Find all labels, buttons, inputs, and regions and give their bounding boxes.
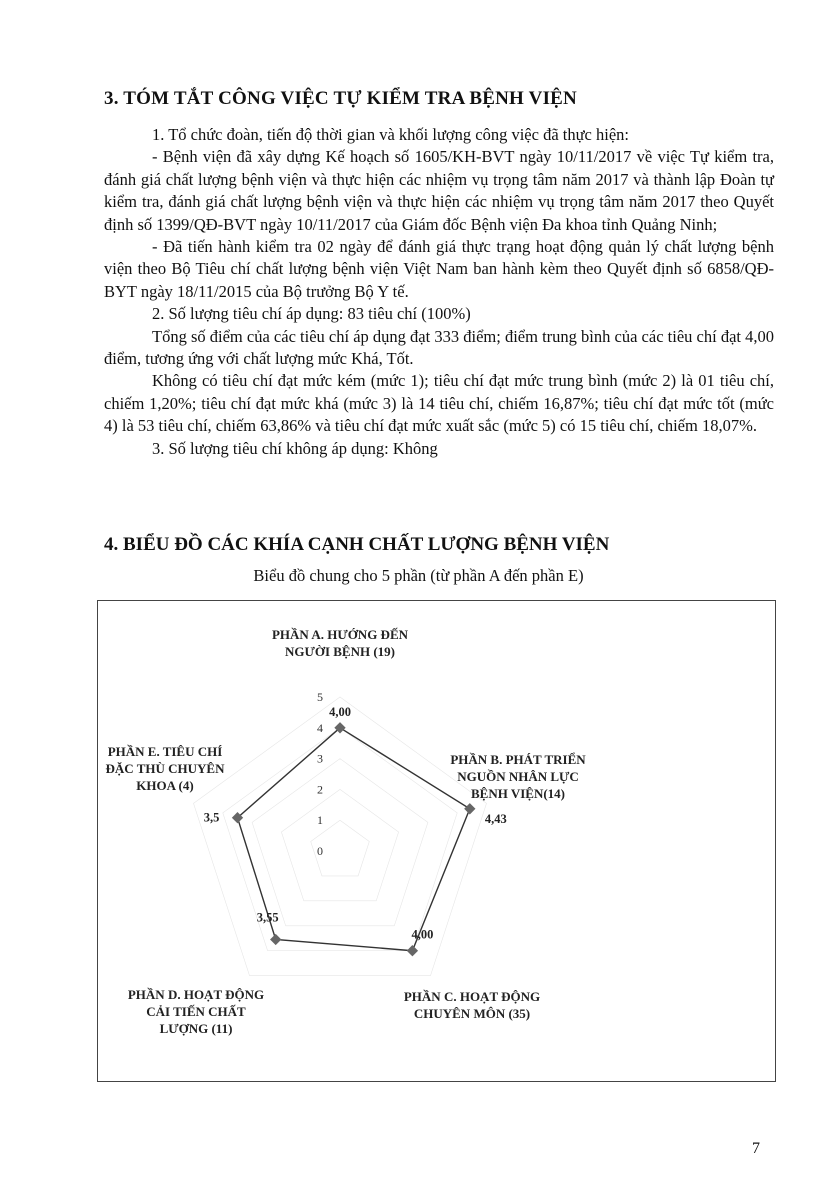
axis-label-line: ĐẶC THÙ CHUYÊN	[105, 761, 225, 776]
axis-label-2	[404, 989, 540, 1021]
axis-label-line: PHẦN C. HOẠT ĐỘNG	[403, 989, 541, 1004]
radar-chart-frame	[97, 600, 776, 1082]
paragraph-5: Tổng số điểm của các tiêu chí áp dụng đạt 333 điểm; điểm trung bình của các tiêu chí đạt 4,00 điểm, tương ứng với chất lượng mức Khá, Tốt.	[104, 326, 774, 369]
axis-label-4	[106, 744, 226, 793]
axis-label-line: BỆNH VIỆN(14)	[470, 786, 566, 801]
axis-label-line: PHẦN D. HOẠT ĐỘNG	[127, 987, 265, 1002]
axis-label-3	[128, 987, 264, 1036]
axis-label-line: PHẦN B. PHÁT TRIỂN	[450, 752, 586, 767]
tick-label: 2	[317, 782, 323, 797]
axis-label-line: PHẦN E. TIÊU CHÍ	[107, 744, 223, 759]
value-label-4: 3,5	[203, 810, 220, 825]
axis-label-line: CẢI TIẾN CHẤT	[146, 1004, 246, 1019]
paragraph-6: Không có tiêu chí đạt mức kém (mức 1); tiêu chí đạt mức trung bình (mức 2) là 01 tiêu chí, chiếm 1,20%; tiêu chí đạt mức khá (mức 3) là 14 tiêu chí, chiếm 16,87%; tiêu chí đạt mức tốt (mức 4) là 53 tiêu chí, chiếm 63,86% và tiêu chí đạt mức xuất sắc (mức 5) có 15 tiêu chí, chiếm 18,07%.	[104, 371, 774, 436]
chart-caption: Biểu đồ chung cho 5 phần (từ phần A đến phần E)	[253, 566, 584, 585]
axis-label-0	[272, 627, 409, 659]
paragraph-3: - Đã tiến hành kiểm tra 02 ngày để đánh giá thực trạng hoạt động quản lý chất lượng bệnh viện theo Bộ Tiêu chí chất lượng bệnh viện Việt Nam ban hành kèm theo Quyết định số 6858/QĐ-BYT ngày 18/11/2015 của Bộ trưởng Bộ Y tế.	[104, 237, 774, 301]
paragraph-2: - Bệnh viện đã xây dựng Kế hoạch số 1605/KH-BVT ngày 10/11/2017 về việc Tự kiểm tra, đánh giá chất lượng bệnh viện và thực hiện các nhiệm vụ trọng tâm năm 2017 và thành lập Đoàn tự kiểm tra, đánh giá chất lượng bệnh viện và thực hiện các nhiệm vụ trọng tâm năm 2017 theo Quyết định số 1399/QĐ-BVT ngày 10/11/2017 của Giám đốc Bệnh viện Đa khoa tỉnh Quảng Ninh;	[104, 147, 774, 234]
section-3-heading: 3. TÓM TẮT CÔNG VIỆC TỰ KIỂM TRA BỆNH VIỆN	[104, 88, 577, 109]
data-point-2	[407, 945, 418, 956]
value-label-3: 3,55	[256, 910, 279, 925]
radar-chart	[98, 601, 777, 1083]
axis-label-line: NGUỒN NHÂN LỰC	[457, 769, 579, 784]
data-point-3	[270, 934, 281, 945]
tick-label: 1	[317, 813, 323, 828]
grid-ring-5	[194, 697, 487, 976]
data-point-1	[464, 803, 475, 814]
axis-label-1	[450, 752, 586, 801]
axis-label-line: LƯỢNG (11)	[159, 1021, 233, 1036]
axis-label-line: CHUYÊN MÔN (35)	[413, 1006, 531, 1021]
axis-label-line: KHOA (4)	[136, 778, 194, 793]
axis-label-line: NGƯỜI BỆNH (19)	[284, 644, 396, 659]
paragraph-7: 3. Số lượng tiêu chí không áp dụng: Không	[152, 438, 438, 458]
value-label-0: 4,00	[329, 704, 351, 719]
section-4-heading: 4. BIỂU ĐỒ CÁC KHÍA CẠNH CHẤT LƯỢNG BỆNH VIỆN	[104, 534, 610, 555]
paragraph-4: 2. Số lượng tiêu chí áp dụng: 83 tiêu chí (100%)	[152, 304, 471, 324]
axis-label-line: PHẦN A. HƯỚNG ĐẾN	[271, 627, 409, 642]
value-label-2: 4,00	[411, 927, 434, 942]
paragraph-1: 1. Tổ chức đoàn, tiến độ thời gian và khối lượng công việc đã thực hiện:	[152, 125, 629, 144]
tick-label: 0	[317, 844, 323, 858]
section-3-body	[104, 124, 774, 460]
tick-label: 4	[317, 720, 323, 735]
page-number: 7	[752, 1140, 760, 1157]
grid-ring-2	[281, 789, 398, 900]
value-label-1: 4,43	[484, 811, 507, 826]
tick-label: 5	[317, 690, 323, 704]
tick-label: 3	[317, 751, 323, 766]
